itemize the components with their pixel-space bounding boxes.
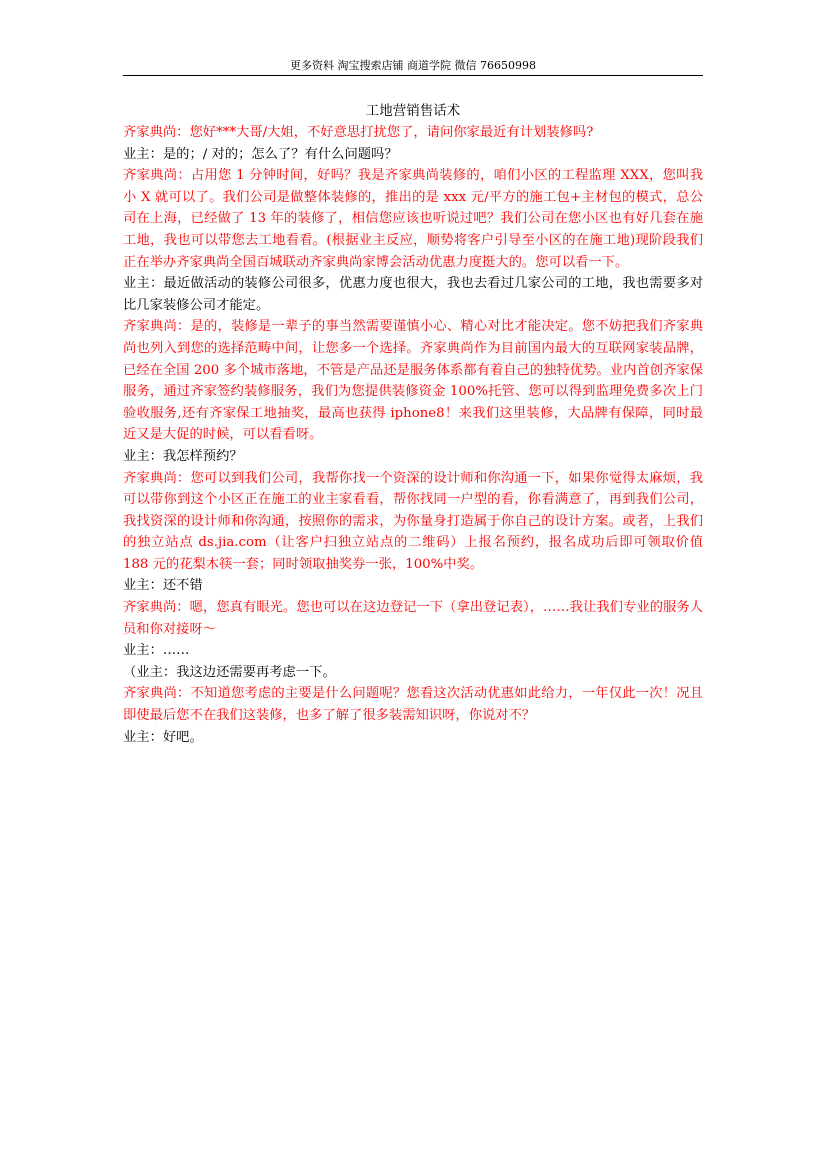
dialogue-line-agent: 齐家典尚：占用您 1 分钟时间，好吗？我是齐家典尚装修的，咱们小区的工程监理 XXX，您叫我小 X 就可以了。我们公司是做整体装修的，推出的是 xxx 元/平方的施工包+主材包的模式，总公司在上海，已经做了 13 年的装修了，相信您应该也听说过吧？我们公司在您小区也有好几套在施工地，我也可以带您去工地看看。(根据业主反应，顺势将客户引导至小区的在施工地)现阶段我们正在举办齐家典尚全国百城联动齐家典尚家博会活动优惠力度挺大的。您可以看一下。: [123, 168, 703, 270]
dialogue-line-owner: （业主：我这边还需要再考虑一下。: [123, 664, 336, 680]
dialogue-line-agent: 齐家典尚：您可以到我们公司，我帮你找一个资深的设计师和你沟通一下，如果你觉得太麻烦，我可以带你到这个小区正在施工的业主家看看，帮你找同一户型的看，你看满意了，再到我们公司，我找资深的设计师和你沟通，按照你的需求，为你量身打造属于你自己的设计方案。或者，上我们的独立站点 ds.jia.com（让客户扫独立站点的二维码）上报名预约，报名成功后即可领取价值 188 元的花梨木筷一套；同时领取抽奖券一张，100%中奖。: [123, 470, 703, 572]
page-header: 更多资料 淘宝搜索店铺 商道学院 微信 76650998: [290, 59, 536, 72]
dialogue-line-owner: 业主：……: [123, 643, 190, 659]
dialogue-line-owner: 业主：好吧。: [123, 729, 203, 745]
dialogue-line-owner: 业主：最近做活动的装修公司很多，优惠力度也很大，我也去看过几家公司的工地，我也需要多对比几家装修公司才能定。: [123, 276, 703, 313]
dialogue-line-agent: 齐家典尚：您好***大哥/大姐，不好意思打扰您了，请问你家最近有计划装修吗?: [123, 125, 594, 140]
document-body: [123, 122, 703, 748]
dialogue-line-owner: 业主：我怎样预约？: [123, 448, 243, 464]
dialogue-line-owner: 业主：还不错: [123, 578, 203, 594]
dialogue-line-agent: 齐家典尚：不知道您考虑的主要是什么问题呢？您看这次活动优惠如此给力，一年仅此一次！况且即使最后您不在我们这装修，也多了解了很多装需知识呀，你说对不？: [123, 686, 703, 724]
dialogue-line-agent: 齐家典尚：是的，装修是一辈子的事当然需要谨慎小心、精心对比才能决定。您不妨把我们齐家典尚也列入到您的选择范畴中间，让您多一个选择。齐家典尚作为目前国内最大的互联网家装品牌，已经在全国 200 多个城市落地，不管是产品还是服务体系都有着自己的独特优势。业内首创齐家保服务，通过齐家签约装修服务，我们为您提供装修资金 100%托管、您可以得到监理免费多次上门验收服务,还有齐家保工地抽奖，最高也获得 iphone8！来我们这里装修，大品牌有保障，同时最近又是大促的时候，可以看看呀。: [123, 319, 703, 443]
dialogue-line-owner: 业主：是的；/ 对的；怎么了？有什么问题吗？: [123, 146, 398, 162]
header-divider: [123, 75, 703, 76]
dialogue-line-agent: 齐家典尚：嗯，您真有眼光。您也可以在这边登记一下（拿出登记表），……我让我们专业的服务人员和你对接呀～: [123, 600, 703, 637]
document-title: 工地营销售话术: [365, 103, 461, 119]
